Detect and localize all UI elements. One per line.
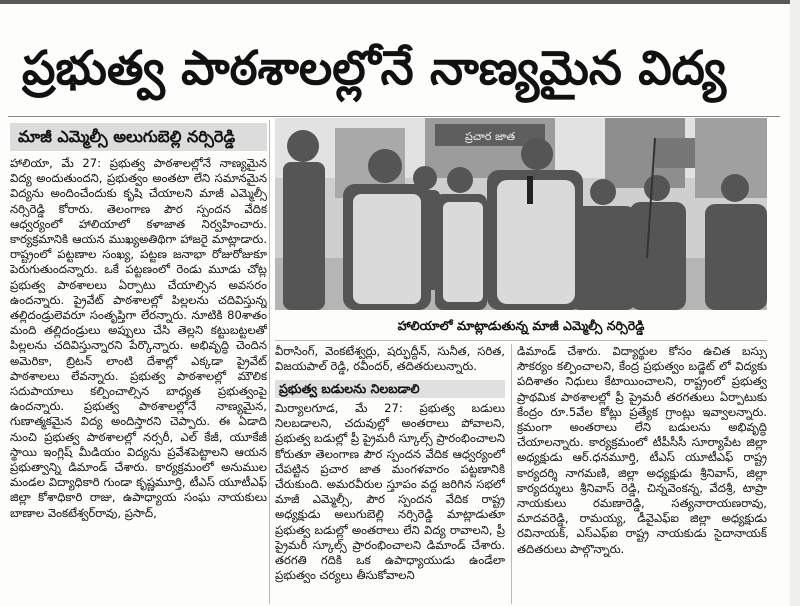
article-column-2 <box>275 401 505 603</box>
banner-text: ప్రచార జాత <box>464 130 516 143</box>
article-column-1 <box>10 156 267 602</box>
column-2-top-text: వీరాసింగ్, వెంకటేశ్వర్లు, షర్ఫుద్దీన్, సునీత, సరిత, విజయపాల్ రెడ్డి, రవీందర్, తదితరులున్నారు. <box>275 344 505 374</box>
article-column-3 <box>517 344 767 603</box>
column-divider-2 <box>511 344 512 604</box>
column-1-text: హాలియా, మే 27: ప్రభుత్వ పాఠశాలల్లోనే నాణ్యమైన విద్య అందుతుందని, ప్రభుత్వం అంతటా లేని సమానమైన విద్యను అందించేందుకు కృషి చేయాలని మాజీ ఎమ్మెల్సీ నర్సిరెడ్డి కోరారు. తెలంగాణ పౌర స్పందన వేదిక ఆధ్వర్యంలో హాలియాలో కళాజాత నిర్వహించారు. కార్యక్రమానికి ఆయన ముఖ్యఅతిథిగా హాజరై మాట్లాడారు. రాష్ట్రంలో పట్టణాల సంఖ్య, పట్టణ జనాభా రోజురోజుకూ పెరుగుతుందన్నారు. ఒకే పట్టణంలో రెండు మూడు చోట్ల ప్రభుత్వ పాఠశాలలు ఏర్పాటు చేయాల్సిన అవసరం ఉందన్నారు. ప్రైవేట్ పాఠశాలల్లో పిల్లలను చదివిస్తున్న తల్లిదండ్రులెవరూ సంతృప్తిగా లేరన్నారు. నూటికి 80శాతం మంది తల్లిదండ్రులు అప్పులు చేసి తెల్లని కట్టుబట్టలతో పిల్లలను చదివిస్తున్నారని పేర్కొన్నారు. అభివృద్ధి చెందిన అమెరికా, బ్రిటన్ లాంటి దేశాల్లో ఎక్కడా ప్రైవేట్ పాఠశాలలు లేవన్నారు. ప్రభుత్వ పాఠశాలల్లో మౌలిక సదుపాయాలు కల్పించాల్సిన బాధ్యత ప్రభుత్వంపై ఉందన్నారు. ప్రభుత్వ పాఠశాలల్లోనే నాణ్యమైన, గుణాత్మకమైన విద్య అందిస్తారని చెప్పారు. ఈ ఏడాది నుంచి ప్రభుత్వ పాఠశాలల్లో నర్సరీ, ఎల్ కేజీ, యూకేజీ స్థాయి ఇంగ్లిష్ మీడియం విద్యను ప్రవేశపెట్టాలని ఆయన ప్రభుత్వాన్ని డిమాండ్ చేశారు. కార్యక్రమంలో అనుముల మండల విద్యాధికారి గుండా కృష్ణమూర్తి, టీఎస్ యూటీఎఫ్ జిల్లా కోశాధికారి రాజు, ఉపాధ్యాయ సంఘ నాయకులు బాణాల వెంకటేశ్వర్‌రావు, ప్రసాద్, <box>10 156 267 520</box>
column-2-text: మిర్యాలగూడ, మే 27: ప్రభుత్వ బడులు నిలబడాలని, చదువుల్లో అంతరాలు పోవాలని, ప్రభుత్వ బడుల్లో ప్రీ ప్రైమరీ స్కూల్స్ ప్రారంభించాలని కోరుతూ తెలంగాణ పౌర స్పందన వేదిక ఆధ్వర్యంలో చేపట్టిన ప్రచార జాత మంగళవారం పట్టణానికి చేరుకుంది. అమరవీరుల స్తూపం వద్ద జరిగిన సభలో మాజీ ఎమ్మెల్సీ, పౌర స్పందన వేదిక రాష్ట్ర అధ్యక్షుడు అలుగుబెల్లి నర్సిరెడ్డి మాట్లాడుతూ ప్రభుత్వ బడుల్లో అంతరాలు లేని విద్య రావాలని, ప్రీ ప్రైమరీ స్కూల్స్ ప్రారంభించాలని డిమాండ్ చేశారు. తరగతి గదికి ఒక ఉపాధ్యాయుడు ఉండేలా ప్రభుత్వం చర్యలు తీసుకోవాలని <box>275 401 505 583</box>
rally-photo-illustration <box>275 118 767 310</box>
page-margin <box>790 0 800 606</box>
sub-article-headline: ప్రభుత్వ బడులను నిలబడాలి <box>275 380 505 398</box>
article-kicker: మాజీ ఎమ్మెల్సీ అలుగుబెల్లి నర్సిరెడ్డి <box>10 123 267 151</box>
news-photo <box>275 118 767 310</box>
top-border <box>0 0 800 4</box>
column-3-text: డిమాండ్ చేశారు. విద్యార్థుల కోసం ఉచిత బస్సు సౌకర్యం కల్పించాలని, కేంద్ర ప్రభుత్వం బడ్జెట్ లో విద్యకు పదిశాతం నిధులు కేటాయించాలని, రాష్ట్రంలో ప్రభుత్వ ప్రాథమిక పాఠశాలల్లో ప్రీ ప్రైమరీ తరగతులు ఏర్పాటుకు కేంద్రం రూ.5వేల కోట్లు ప్రత్యేక గ్రాంట్లు ఇవ్వాలన్నారు. క్రమంగా అంతరాలు లేని బడులను అభివృద్ధి చేయాలన్నారు. కార్యక్రమంలో టీపీసీసీ సూర్యాపేట జిల్లా అధ్యక్షుడు ఆర్.ధనమూర్తి, టీఎస్ యూటీఎఫ్ రాష్ట్ర కార్యదర్శి నాగమణి, జిల్లా అధ్యక్షుడు శ్రీనివాస్, జిల్లా కార్యదర్శులు శ్రీనివాస్ రెడ్డి, చిన్నవెంకన్న, వేదశ్రీ, టాప్రా నాయకులు రమణారెడ్డి, సత్యనారాయణరావు, మాదవరెడ్డి, రామయ్య, డీవైఎఫ్ఐ జిల్లా అధ్యక్షుడు రవినాయక్, ఎస్ఎఫ్ఐ రాష్ట్ర నాయకుడు సైదానాయక్ తదితరులు పాల్గొన్నారు. <box>517 344 767 556</box>
headline-rule <box>8 116 780 117</box>
article-headline: ప్రభుత్వ పాఠశాలల్లోనే నాణ్యమైన విద్య <box>22 41 727 96</box>
caption-rule <box>275 340 767 341</box>
photo-caption: హాలియాలో మాట్లాడుతున్న మాజీ ఎమ్మెల్సీ నర్సిరెడ్డి <box>275 314 767 338</box>
column-divider <box>269 120 270 604</box>
article-column-2-top <box>275 344 505 378</box>
